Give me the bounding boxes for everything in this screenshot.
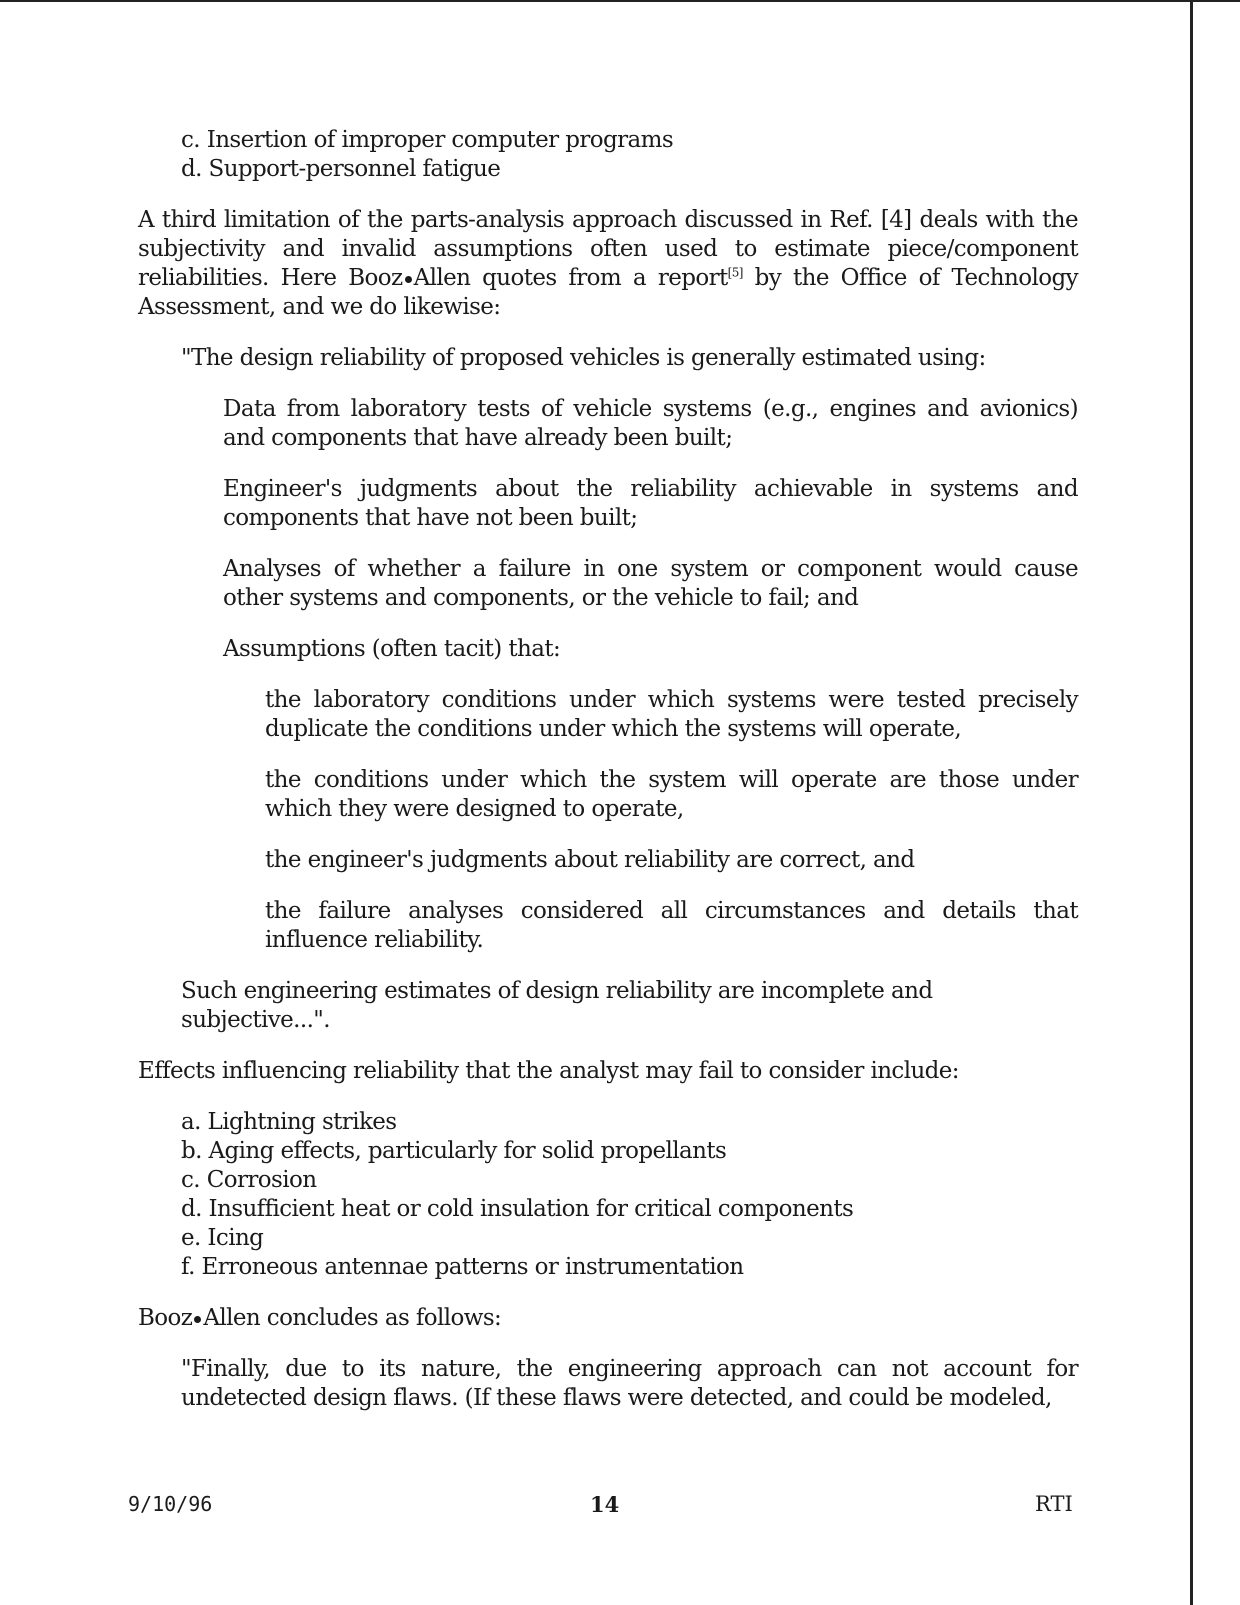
paragraph-text: Here Booz bbox=[280, 265, 403, 291]
failure-causes-list bbox=[181, 126, 1078, 184]
quote-item: Analyses of whether a failure in one system or component would cause other systems and components, or the vehicle to fail; and bbox=[223, 556, 1078, 611]
paragraph-text: by the Office of Technology Assessment, and we do likewise: bbox=[138, 265, 1078, 320]
conclusion-intro bbox=[138, 1304, 1078, 1333]
footer-organization: RTI bbox=[1035, 1492, 1073, 1516]
list-item: d. Insufficient heat or cold insulation for critical components bbox=[181, 1196, 854, 1222]
paragraph-text: Booz bbox=[138, 1305, 193, 1331]
document-body bbox=[138, 126, 1078, 1413]
bullet-dot-icon bbox=[405, 276, 412, 283]
list-item: e. Icing bbox=[181, 1225, 264, 1251]
bullet-dot-icon bbox=[194, 1316, 201, 1323]
list-item: b. Aging effects, particularly for solid propellants bbox=[181, 1138, 727, 1164]
assumption-item: the laboratory conditions under which systems were tested precisely duplicate the conditions under which the systems will operate, bbox=[265, 687, 1078, 742]
page-footer bbox=[0, 1492, 1240, 1522]
effects-list bbox=[181, 1108, 1078, 1282]
quote-intro: "The design reliability of proposed vehicles is generally estimated using: bbox=[181, 345, 986, 371]
paragraph-text: Allen concludes as follows: bbox=[203, 1305, 502, 1331]
quote-item: Data from laboratory tests of vehicle systems (e.g., engines and avionics) and components that have already been built; bbox=[223, 396, 1078, 451]
page-number: 14 bbox=[590, 1492, 620, 1517]
assumption-item: the conditions under which the system will operate are those under which they were designed to operate, bbox=[265, 767, 1078, 822]
paragraph-text: Allen quotes from a report bbox=[413, 265, 728, 291]
final-quote: "Finally, due to its nature, the engineering approach can not account for undetected design flaws. (If these flaws were detected, and could be modeled, bbox=[181, 1356, 1078, 1411]
list-item: d. Support-personnel fatigue bbox=[181, 156, 501, 182]
footer-date: 9/10/96 bbox=[128, 1492, 213, 1516]
list-item: a. Lightning strikes bbox=[181, 1109, 397, 1135]
third-limitation-paragraph bbox=[138, 206, 1078, 322]
list-item: c. Corrosion bbox=[181, 1167, 317, 1193]
page-top-edge bbox=[0, 0, 1240, 2]
quote-end: Such engineering estimates of design reliability are incomplete and subjective...". bbox=[181, 978, 933, 1033]
assumption-item: the engineer's judgments about reliability are correct, and bbox=[265, 847, 915, 873]
page-right-edge bbox=[1190, 0, 1193, 1605]
list-item: f. Erroneous antennae patterns or instrumentation bbox=[181, 1254, 744, 1280]
paragraph-text: A third limitation of the parts-analysis approach discussed in Ref. [4] deals with the subjectivity and invalid assumptions often used to estimate piece/component reliabilities. bbox=[138, 207, 1078, 291]
reference-superscript: [5] bbox=[727, 265, 743, 280]
effects-intro: Effects influencing reliability that the analyst may fail to consider include: bbox=[138, 1058, 959, 1084]
quote-item: Assumptions (often tacit) that: bbox=[223, 636, 561, 662]
list-item: c. Insertion of improper computer programs bbox=[181, 127, 674, 153]
quote-item: Engineer's judgments about the reliability achievable in systems and components that have not been built; bbox=[223, 476, 1078, 531]
assumption-item: the failure analyses considered all circumstances and details that influence reliability. bbox=[265, 898, 1078, 953]
